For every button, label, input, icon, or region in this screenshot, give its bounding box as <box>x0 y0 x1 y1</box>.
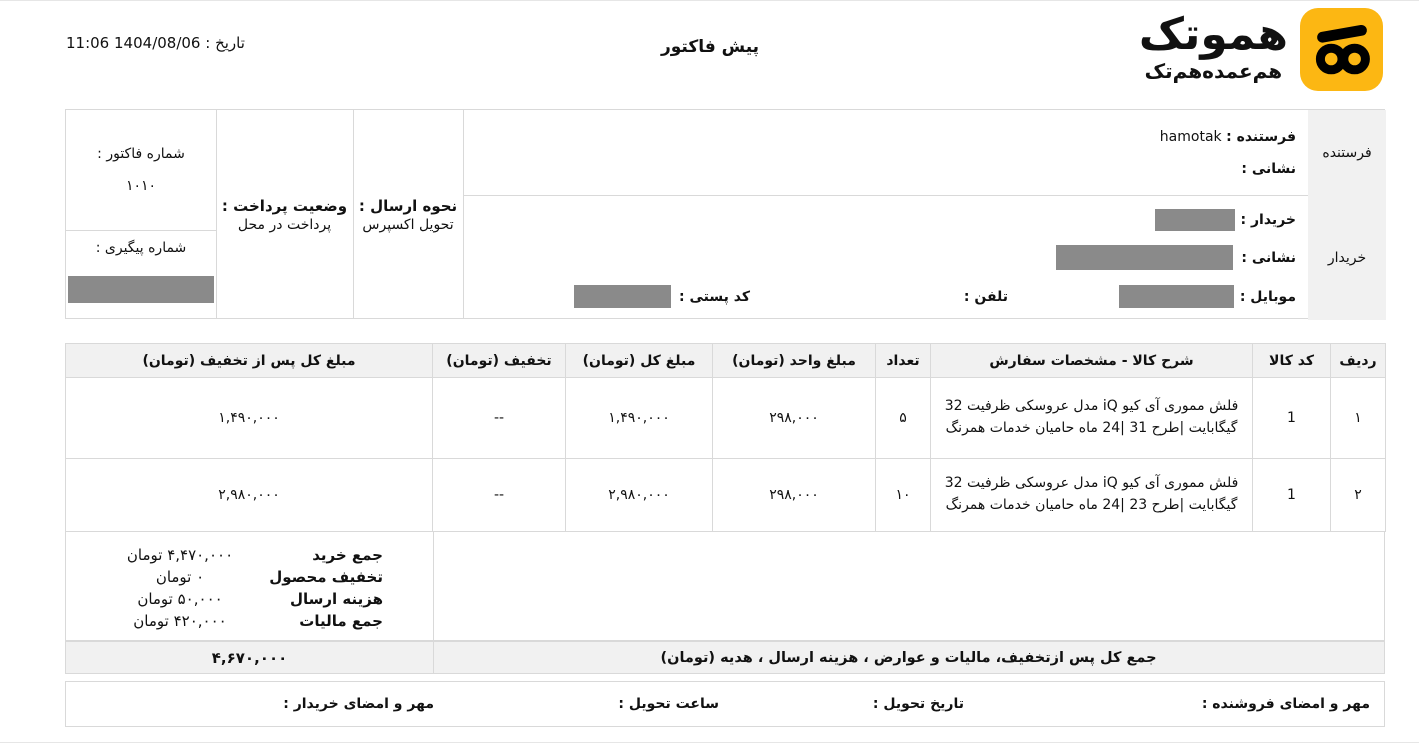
invoice-meta-box <box>65 109 1385 319</box>
summary-value-shipping-cost: ۵۰,۰۰۰ تومان <box>137 590 223 608</box>
grand-total-label: جمع کل پس ازتخفیف، مالیات و عوارض ، هزینه ارسال ، هدیه (تومان) <box>660 649 1157 666</box>
delivery-date-label: تاریخ تحویل : <box>872 696 964 712</box>
seller-signature-label: مهر و امضای فروشنده : <box>1201 696 1370 712</box>
col-header-product-code: کد کالا <box>1253 344 1331 378</box>
redacted-buyer-mobile <box>1119 285 1234 308</box>
summary-line <box>66 544 433 566</box>
buyer-group-label: خریدار <box>1308 195 1386 320</box>
item-total-price: ۱,۴۹۰,۰۰۰ <box>566 378 713 459</box>
grand-total-value: ۴,۶۷۰,۰۰۰ <box>211 648 288 667</box>
item-discount: -- <box>433 459 566 532</box>
summary-label-product-discount: تخفیف محصول <box>269 568 383 586</box>
item-row-number: ۱ <box>1331 378 1386 459</box>
buyer-signature-label: مهر و امضای خریدار : <box>283 696 434 712</box>
item-total-after-discount: ۱,۴۹۰,۰۰۰ <box>66 378 433 459</box>
page-title: پیش فاکتور <box>660 37 760 57</box>
item-unit-price: ۲۹۸,۰۰۰ <box>713 378 876 459</box>
shipping-method-label: نحوه ارسال : <box>358 197 458 215</box>
tracking-number-label: شماره پیگیری : <box>95 240 187 256</box>
item-row <box>66 378 1386 459</box>
payment-status-cell <box>216 110 353 320</box>
invoice-number-label: شماره فاکتور : <box>97 146 185 162</box>
payment-status-value: پرداخت در محل <box>237 217 332 233</box>
col-header-discount: تخفیف (تومان) <box>433 344 566 378</box>
col-header-description: شرح کالا - مشخصات سفارش <box>931 344 1253 378</box>
invoice-datetime: تاریخ : 1404/08/06 11:06 <box>66 34 245 52</box>
buyer-postal-label: کد پستی : <box>679 288 750 305</box>
invoice-number-value: ۱۰۱۰ <box>125 178 157 194</box>
redacted-buyer-address <box>1056 245 1233 270</box>
buyer-phone-label: تلفن : <box>963 289 1008 305</box>
summary-value-tax-total: ۴۲۰,۰۰۰ تومان <box>133 612 227 630</box>
buyer-mobile-label: موبایل : <box>1239 288 1296 305</box>
col-header-quantity: تعداد <box>876 344 931 378</box>
shipping-method-cell <box>353 110 463 320</box>
buyer-address-label: نشانی : <box>1241 249 1296 266</box>
items-header-row <box>66 344 1386 378</box>
item-total-after-discount: ۲,۹۸۰,۰۰۰ <box>66 459 433 532</box>
redacted-buyer-postal <box>574 285 671 308</box>
buyer-name-label: خریدار : <box>1240 212 1296 228</box>
items-table <box>65 343 1386 532</box>
item-description: فلش مموری آی کیو iQ مدل عروسکی ظرفیت 32 گیگابایت |طرح 31 |24 ماه حامیان خدمات همرنگ <box>931 378 1253 459</box>
summary-value-product-discount: ۰ تومان <box>155 568 205 586</box>
signature-footer <box>65 681 1385 727</box>
col-header-unit-price: مبلغ واحد (تومان) <box>713 344 876 378</box>
brand-tagline: هم‌عمده‌هم‌تک <box>1144 59 1283 84</box>
item-total-price: ۲,۹۸۰,۰۰۰ <box>566 459 713 532</box>
summary-line <box>66 588 433 610</box>
sender-name-label: فرستنده : <box>1226 128 1296 145</box>
shipping-method-value: تحویل اکسپرس <box>362 217 454 233</box>
sender-info-cell <box>463 110 1308 195</box>
col-header-total-after-discount: مبلغ کل پس از تخفیف (تومان) <box>66 344 433 378</box>
invoice-number-cell <box>66 110 216 230</box>
summary-line <box>66 610 433 632</box>
item-discount: -- <box>433 378 566 459</box>
buyer-info-cell <box>463 195 1308 320</box>
summary-line <box>66 566 433 588</box>
item-quantity: ۱۰ <box>876 459 931 532</box>
summary-value-purchase-total: ۴,۴۷۰,۰۰۰ تومان <box>126 546 234 564</box>
sender-address-label: نشانی : <box>1241 160 1296 177</box>
hamotak-logo-icon <box>1300 8 1383 91</box>
col-header-total-price: مبلغ کل (تومان) <box>566 344 713 378</box>
tracking-number-cell <box>66 230 216 320</box>
item-code: 1 <box>1253 378 1331 459</box>
redacted-tracking-number <box>68 276 214 303</box>
summary-box <box>65 531 1385 641</box>
sender-name-value: hamotak <box>1159 128 1222 145</box>
grand-total-row <box>65 641 1385 674</box>
item-row <box>66 459 1386 532</box>
summary-label-purchase-total: جمع خرید <box>312 546 383 564</box>
item-unit-price: ۲۹۸,۰۰۰ <box>713 459 876 532</box>
item-description: فلش مموری آی کیو iQ مدل عروسکی ظرفیت 32 گیگابایت |طرح 23 |24 ماه حامیان خدمات همرنگ <box>931 459 1253 532</box>
brand-text <box>1139 11 1288 83</box>
item-quantity: ۵ <box>876 378 931 459</box>
col-header-row-number: ردیف <box>1331 344 1386 378</box>
summary-label-tax-total: جمع مالیات <box>299 612 383 630</box>
brand-name: هموتک <box>1138 9 1288 60</box>
sender-group-label: فرستنده <box>1308 110 1386 195</box>
payment-status-label: وضعیت پرداخت : <box>221 197 348 215</box>
redacted-buyer-name <box>1155 209 1235 231</box>
delivery-time-label: ساعت تحویل : <box>618 696 719 712</box>
item-code: 1 <box>1253 459 1331 532</box>
summary-lines <box>66 531 433 640</box>
item-row-number: ۲ <box>1331 459 1386 532</box>
summary-label-shipping-cost: هزینه ارسال <box>290 590 383 608</box>
